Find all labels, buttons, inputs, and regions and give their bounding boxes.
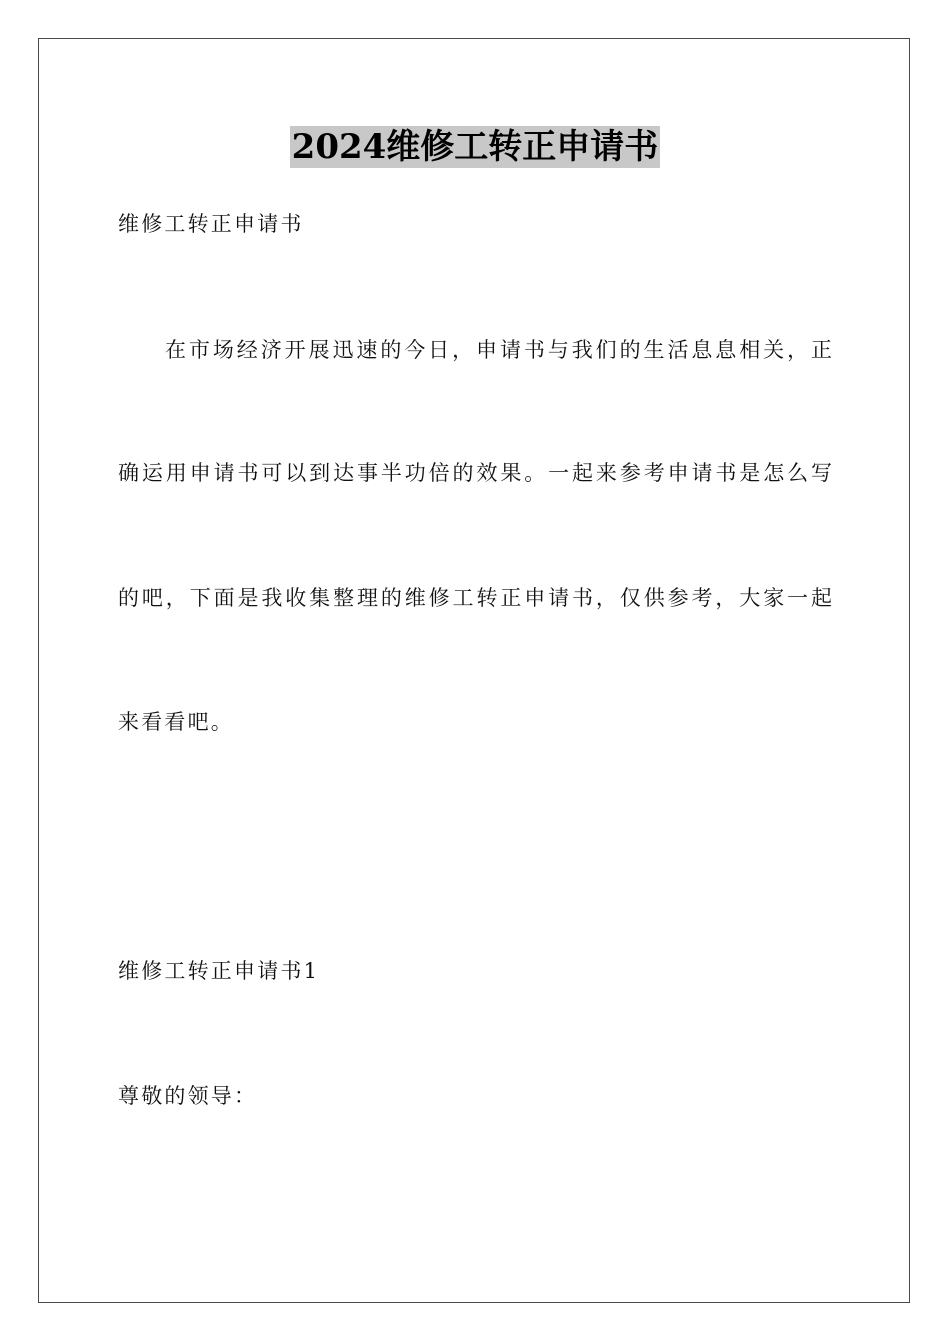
- intro-line-4: 来看看吧。: [118, 710, 234, 734]
- intro-line-1: 在市场经济开展迅速的今日，申请书与我们的生活息息相关，正: [165, 338, 832, 362]
- title-container: [0, 126, 950, 168]
- document-subtitle: 维修工转正申请书: [118, 212, 304, 236]
- intro-line-3: 的吧，下面是我收集整理的维修工转正申请书，仅供参考，大家一起: [118, 586, 832, 610]
- salutation: 尊敬的领导：: [118, 1084, 258, 1108]
- document-title: 2024维修工转正申请书: [291, 127, 659, 167]
- section-heading: 维修工转正申请书1: [118, 959, 320, 983]
- intro-line-2: 确运用申请书可以到达事半功倍的效果。一起来参考申请书是怎么写: [118, 461, 832, 485]
